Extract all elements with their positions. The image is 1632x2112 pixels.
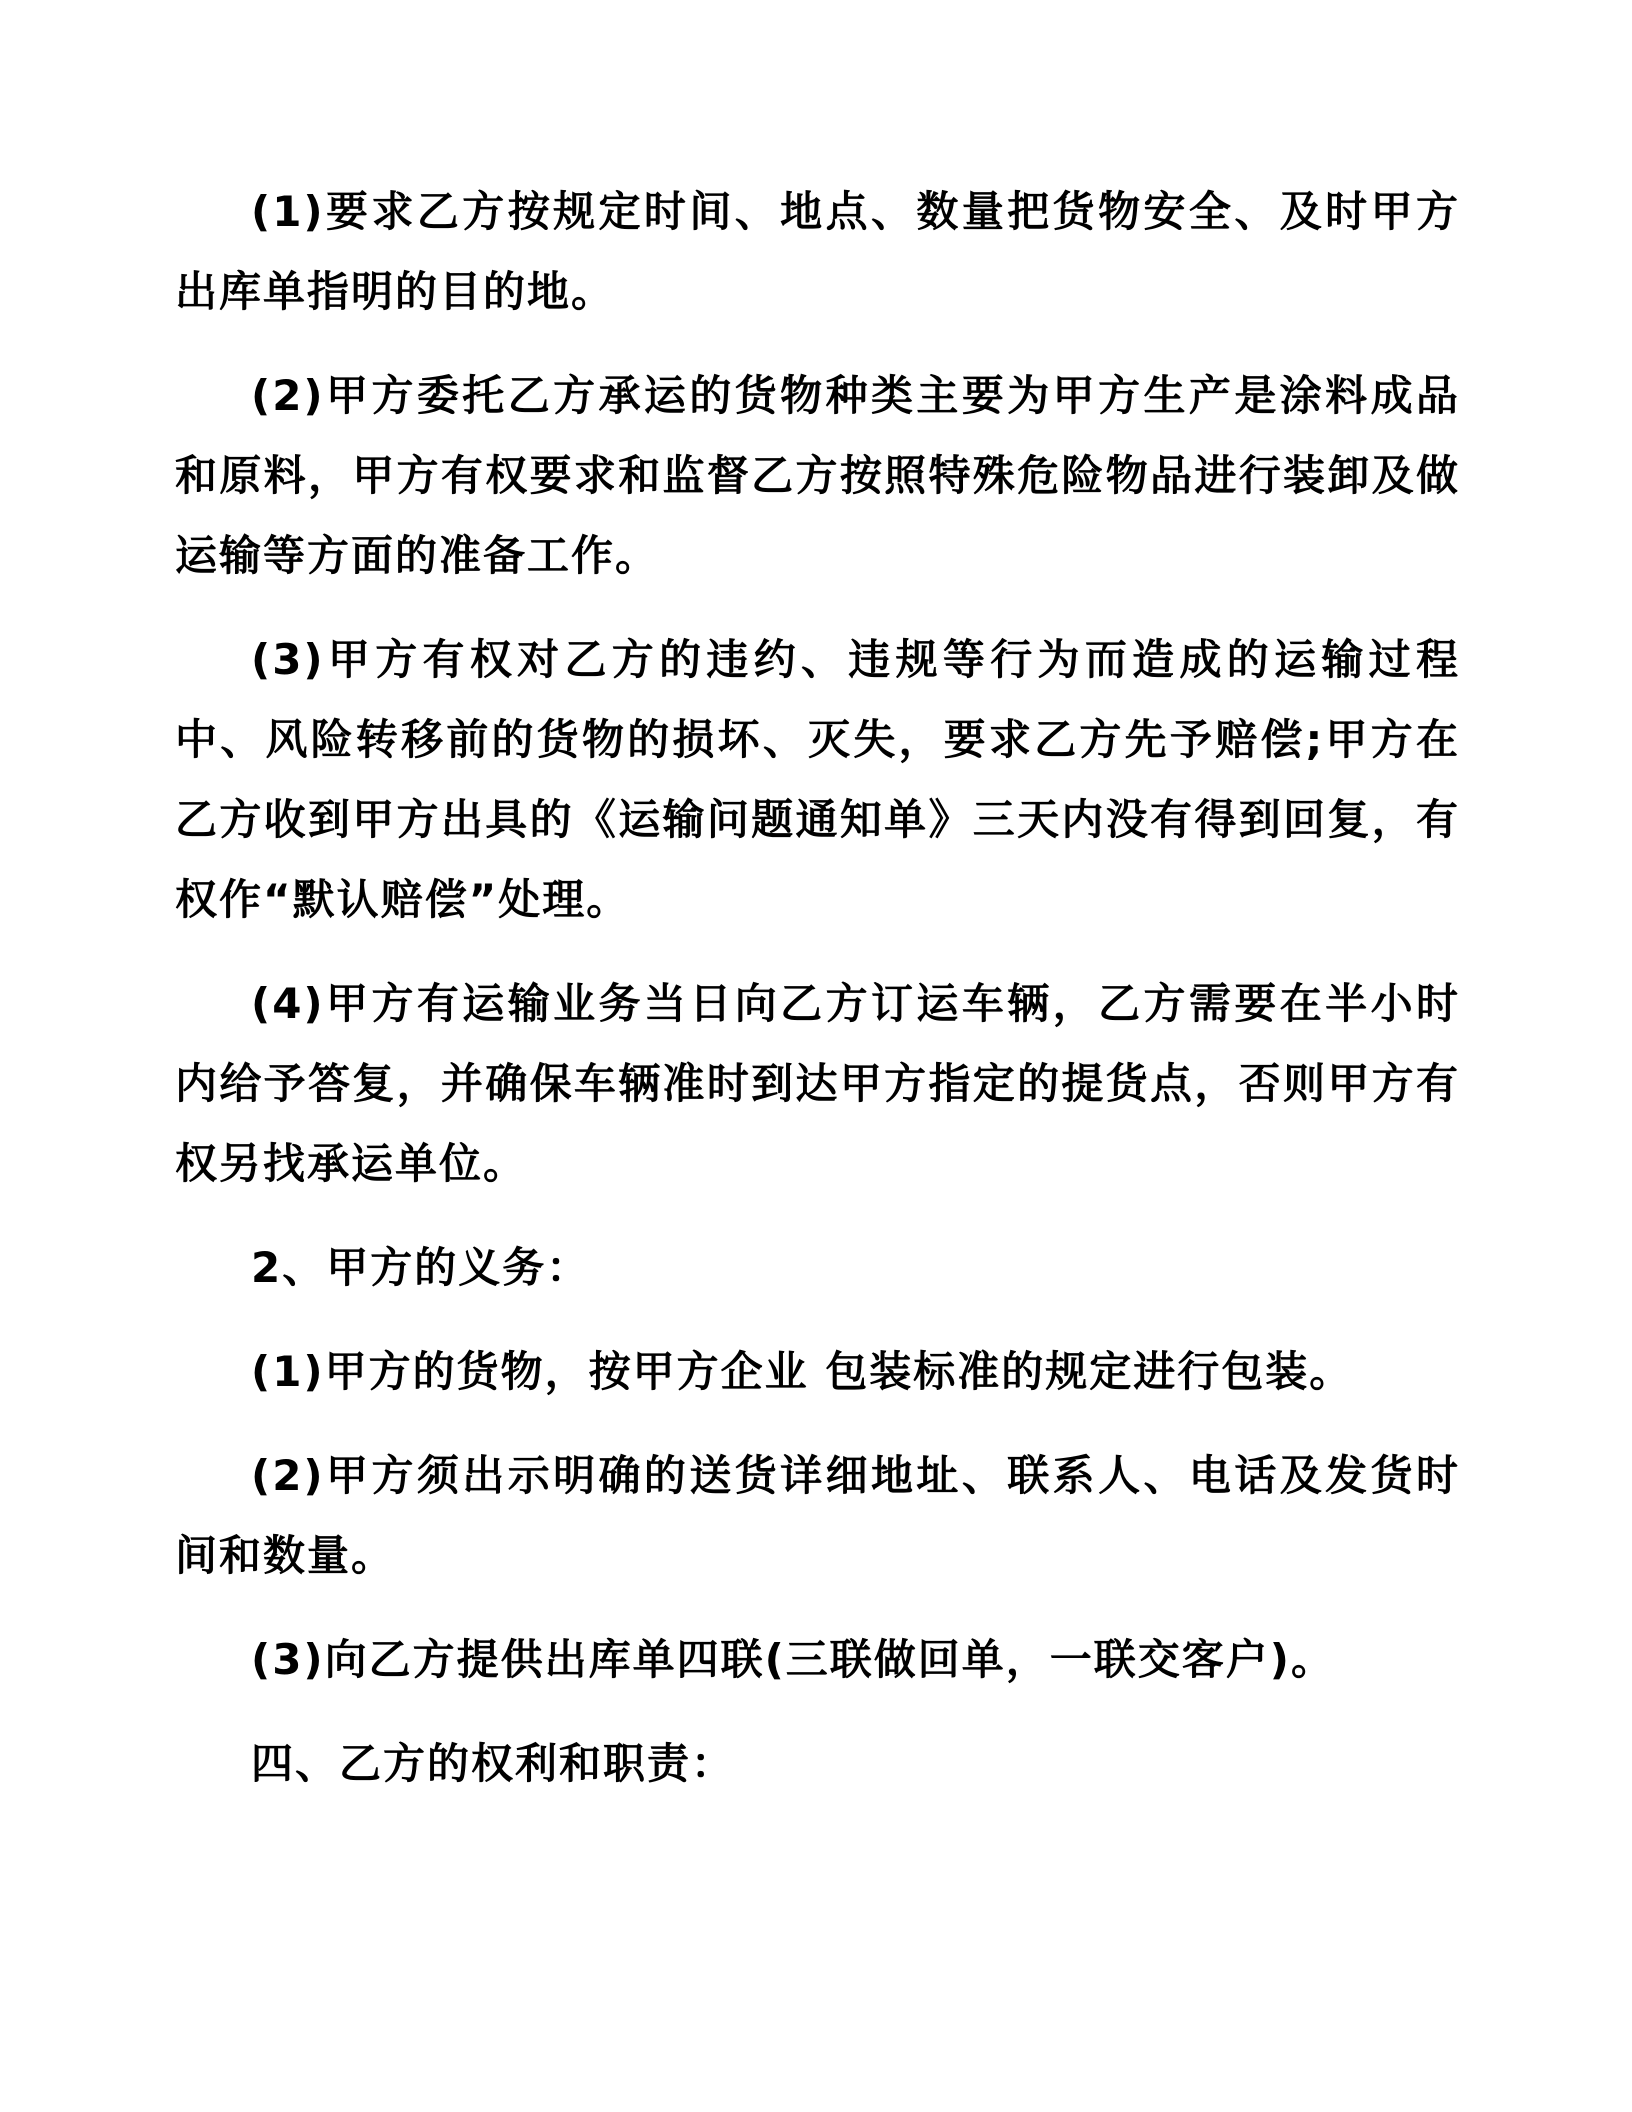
paragraph-obligation-3: (3)向乙方提供出库单四联(三联做回单，一联交客户)。: [251, 1635, 1336, 1684]
paragraph-section-4-heading: 四、乙方的权利和职责：: [251, 1739, 736, 1788]
paragraph-section-2-heading: 2、甲方的义务：: [251, 1243, 591, 1292]
paragraph-clause-2: (2)甲方委托乙方承运的货物种类主要为甲方生产是涂料成品和原料，甲方有权要求和监督乙方按照特殊危险物品进行装卸及做运输等方面的准备工作。: [175, 371, 1460, 580]
contract-text-body: [175, 172, 1460, 1804]
paragraph-obligation-1: (1)甲方的货物，按甲方企业 包装标准的规定进行包装。: [251, 1347, 1354, 1396]
paragraph-clause-1: (1)要求乙方按规定时间、地点、数量把货物安全、及时甲方出库单指明的目的地。: [175, 187, 1460, 316]
paragraph-obligation-2: (2)甲方须出示明确的送货详细地址、联系人、电话及发货时间和数量。: [175, 1451, 1460, 1580]
paragraph-clause-4: (4)甲方有运输业务当日向乙方订运车辆，乙方需要在半小时内给予答复，并确保车辆准时到达甲方指定的提货点，否则甲方有权另找承运单位。: [175, 979, 1460, 1188]
paragraph-clause-3: (3)甲方有权对乙方的违约、违规等行为而造成的运输过程中、风险转移前的货物的损坏、灭失，要求乙方先予赔偿;甲方在乙方收到甲方出具的《运输问题通知单》三天内没有得到回复，有权作“默认赔偿”处理。: [175, 635, 1460, 924]
